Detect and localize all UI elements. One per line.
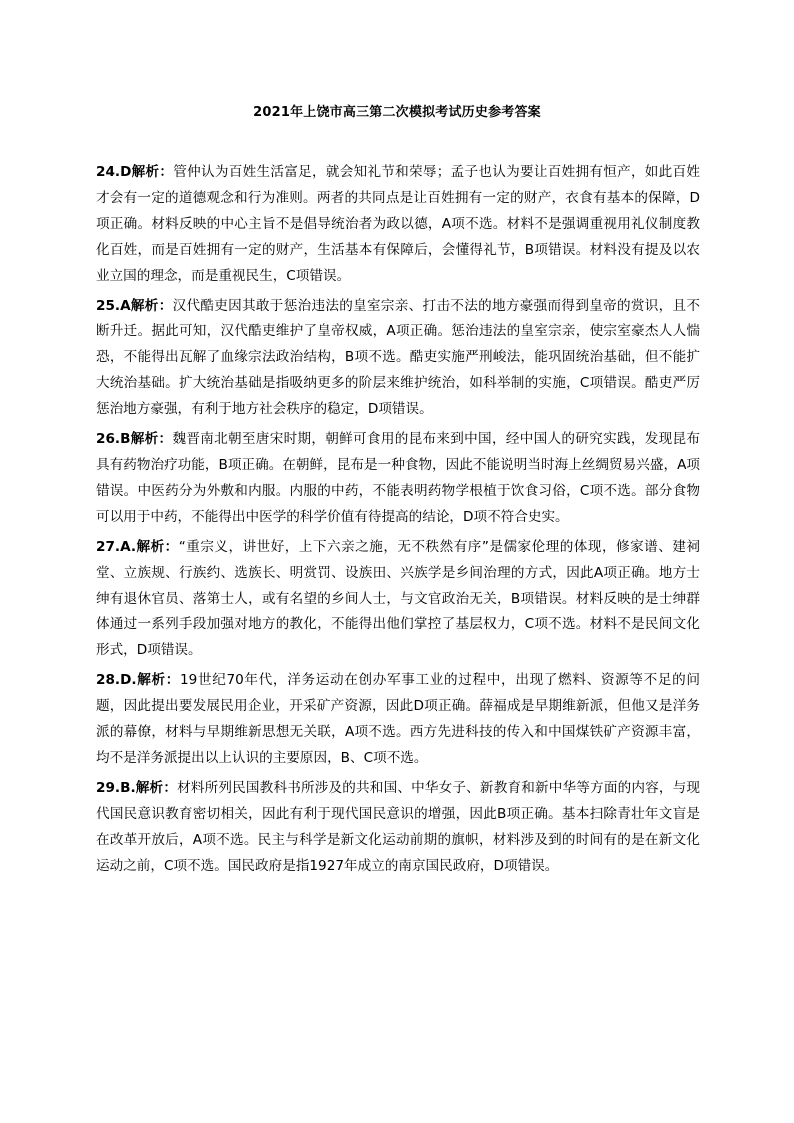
answer-choice: B <box>120 431 131 448</box>
analysis-label: 解析： <box>130 431 173 448</box>
question-number: 24. <box>96 164 121 180</box>
analysis-text: 管仲认为百姓生活富足，就会知礼节和荣辱；孟子也认为要让百姓拥有恒产，如此百姓才会有一定的道德观念和行为准则。两者的共同点是让百姓拥有一定的财产，衣食有基本的保障，D项正确。材料反映的中心主旨不是倡导统治者为政以德，A项不选。材料不是强调重视用礼仪制度教化百姓，而是百姓拥有一定的财产，生活基本有保障后，会懂得礼节，B项错误。材料没有提及以农业立国的理念，而是重视民生，C项错误。 <box>96 164 701 284</box>
analysis-text: 材料所列民国教科书所涉及的共和国、中华女子、新教育和新中华等方面的内容，与现代国民意识教育密切相关，因此有利于现代国民意识的增强，因此B项正确。基本扫除青壮年文盲是在改革开放后，A项不选。民主与科学是新文化运动前期的旗帜，材料涉及到的时间有的是在新文化运动之前，C项不选。国民政府是指1927年成立的南京国民政府，D项错误。 <box>96 779 700 874</box>
analysis-text: 19世纪70年代，洋务运动在创办军事工业的过程中，出现了燃料、资源等不足的问题，因此提出要发展民用企业，开采矿产资源，因此D项正确。薛福成是早期维新派，但他又是洋务派的幕僚，材料与早期维新思想无关联，A项不选。西方先进科技的传入和中国煤铁矿产资源丰富，均不是洋务派提出以上认识的主要原因，B、C项不选。 <box>96 672 700 766</box>
analysis-label: 解析： <box>130 297 173 314</box>
answer-item-27 <box>96 535 700 665</box>
answer-choice: D <box>120 164 132 180</box>
answer-item-28 <box>96 668 700 772</box>
answer-item-24 <box>96 160 700 290</box>
question-number: 27. <box>96 538 121 555</box>
answer-item-25 <box>96 294 700 424</box>
question-number: 29. <box>96 779 121 796</box>
question-number: 28. <box>96 672 121 689</box>
analysis-text: 魏晋南北朝至唐宋时期，朝鲜可食用的昆布来到中国，经中国人的研究实践，发现昆布具有药物治疗功能，B项正确。在朝鲜，昆布是一种食物，因此不能说明当时海上丝绸贸易兴盛，A项错误。中医药分为外敷和内服。内服的中药，不能表明药物学根植于饮食习俗，C项不选。部分食物可以用于中药，不能得出中医学的科学价值有待提高的结论，D项不符合史实。 <box>96 431 701 525</box>
analysis-text: “重宗义，讲世好，上下六亲之施，无不秩然有序”是儒家伦理的体现，修家谱、建祠堂、立族规、行族约、选族长、明赏罚、设族田、兴族学是乡间治理的方式，因此A项正确。地方士绅有退休官员、落第士人，或有名望的乡间人士，与文官政治无关，B项错误。材料反映的是士绅群体通过一系列手段加强对地方的教化，不能得出他们掌控了基层权力，C项不选。材料不是民间文化形式，D项错误。 <box>96 538 701 659</box>
question-number: 26. <box>96 431 121 448</box>
answer-choice: D. <box>120 672 137 689</box>
answer-choice: B. <box>120 779 136 796</box>
analysis-label: 解析： <box>136 672 180 689</box>
analysis-label: 解析： <box>135 779 178 796</box>
question-number: 25. <box>96 297 121 314</box>
answer-item-26 <box>96 427 700 531</box>
document-title: 2021年上饶市高三第二次模拟考试历史参考答案 <box>253 105 541 120</box>
analysis-text: 汉代酷吏因其敢于惩治违法的皇室宗亲、打击不法的地方豪强而得到皇帝的赏识，且不断升迁。据此可知，汉代酷吏维护了皇帝权威，A项正确。惩治违法的皇室宗亲，使宗室豪杰人人惴恐，不能得出瓦解了血缘宗法政治结构，B项不选。酷吏实施严刑峻法，能巩固统治基础，但不能扩大统治基础。扩大统治基础是指吸纳更多的阶层来维护统治，如科举制的实施，C项错误。酷吏严厉惩治地方豪强，有利于地方社会秩序的稳定，D项错误。 <box>96 297 701 418</box>
answer-choice: A <box>120 297 131 314</box>
answer-choice: A. <box>120 538 137 555</box>
answer-list <box>96 160 700 883</box>
analysis-label: 解析： <box>136 538 179 555</box>
analysis-label: 解析： <box>131 164 174 180</box>
answer-item-29 <box>96 776 700 880</box>
